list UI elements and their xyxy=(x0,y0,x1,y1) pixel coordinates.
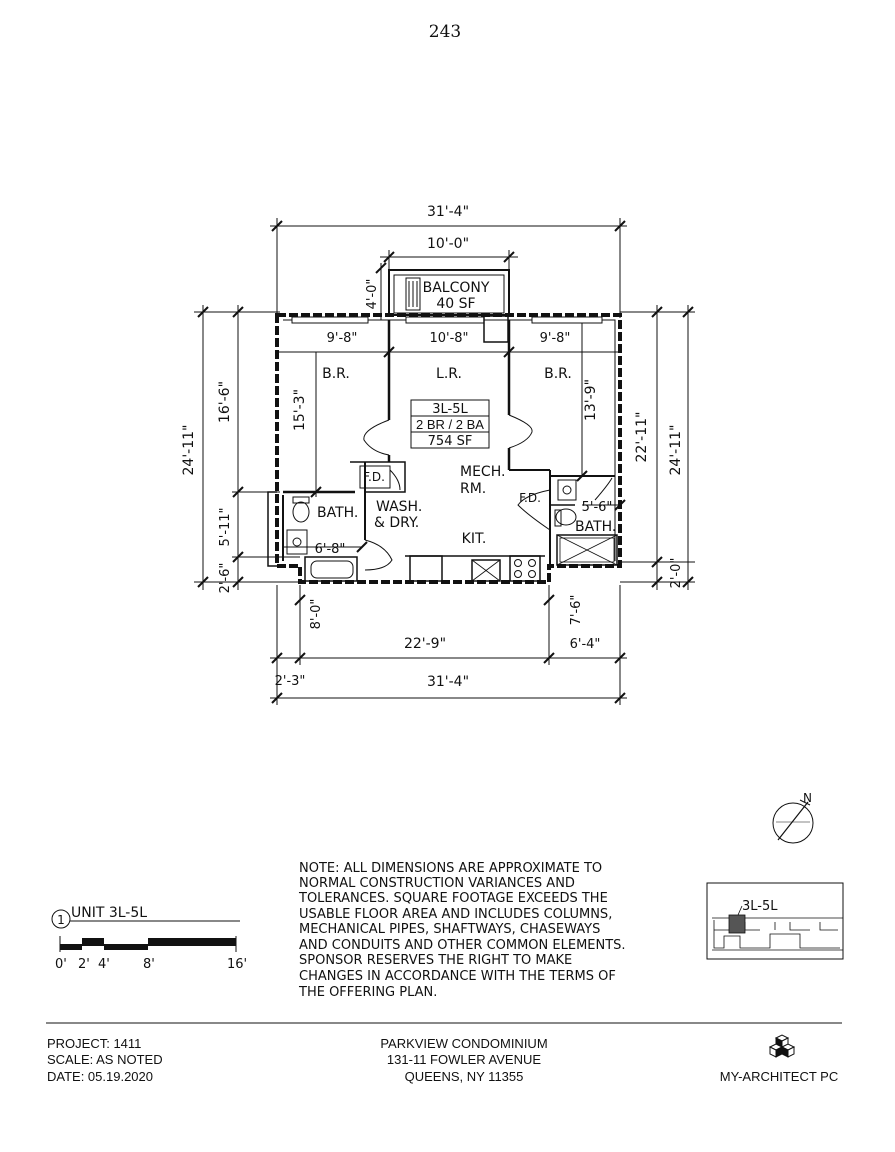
scale-bar xyxy=(60,936,236,952)
dim-right-inner-upper: 22'-11" xyxy=(634,411,650,463)
unit-type: 2 BR / 2 BA xyxy=(416,417,484,432)
note-line: AND CONDUITS AND OTHER COMMON ELEMENTS. xyxy=(299,938,626,953)
scale-label: 8' xyxy=(143,957,155,972)
dim-lr-width: 10'-8" xyxy=(429,331,469,346)
page-number: 243 xyxy=(428,22,462,42)
dim-br-left-depth: 15'-3" xyxy=(292,388,308,432)
scale-label: 2' xyxy=(78,957,90,972)
building-name: PARKVIEW CONDOMINIUM xyxy=(380,1036,548,1051)
room-living: L.R. xyxy=(436,366,462,382)
balcony-area: 40 SF xyxy=(436,296,476,312)
title-number: 1 xyxy=(57,913,65,927)
dim-br-right-width: 9'-8" xyxy=(539,331,571,346)
unit-area: 754 SF xyxy=(427,434,473,449)
scale-label: 0' xyxy=(55,957,67,972)
room-bath-right: BATH. xyxy=(575,519,617,535)
room-mech-line1: MECH. xyxy=(460,464,506,480)
dim-bottom-right: 6'-4" xyxy=(569,637,601,652)
scale-label: 4' xyxy=(98,957,110,972)
room-kitchen: KIT. xyxy=(461,531,487,547)
scale-label: 16' xyxy=(227,957,248,972)
dim-balcony-depth: 4'-0" xyxy=(365,278,380,310)
title-label: UNIT 3L-5L xyxy=(71,905,148,921)
room-wash-line1: WASH. xyxy=(376,499,423,515)
scale-labels xyxy=(55,957,247,972)
drawing-scale: SCALE: AS NOTED xyxy=(47,1052,163,1067)
key-plan-label: 3L-5L xyxy=(742,899,778,914)
north-arrow xyxy=(773,800,813,843)
room-bedroom-left: B.R. xyxy=(322,366,350,382)
note-line: MECHANICAL PIPES, SHAFTWAYS, CHASEWAYS xyxy=(299,922,601,937)
note-line: NOTE: ALL DIMENSIONS ARE APPROXIMATE TO xyxy=(299,861,603,876)
dim-right-jog: 7'-6" xyxy=(569,594,584,626)
dim-bottom-overall: 31'-4" xyxy=(426,674,470,690)
dim-left-inner-middle: 5'-11" xyxy=(218,507,233,547)
balcony-label: BALCONY xyxy=(422,280,490,296)
dim-balcony-width: 10'-0" xyxy=(426,236,470,252)
building-city: QUEENS, NY 11355 xyxy=(404,1069,524,1084)
drawing-title xyxy=(52,905,240,928)
dim-left-inner-upper: 16'-6" xyxy=(217,380,233,424)
footer xyxy=(47,1036,838,1084)
note-line: SPONSOR RESERVES THE RIGHT TO MAKE xyxy=(299,953,573,968)
note-line: NORMAL CONSTRUCTION VARIANCES AND xyxy=(299,876,575,891)
room-fd-left: F.D. xyxy=(363,470,385,484)
room-mech-line2: RM. xyxy=(460,481,487,497)
dim-br-left-width: 9'-8" xyxy=(326,331,358,346)
general-note xyxy=(298,861,626,1000)
dim-right-outer: 24'-11" xyxy=(668,424,684,476)
dim-bath-right: 5'-6" xyxy=(581,500,613,515)
architect-name: MY-ARCHITECT PC xyxy=(719,1069,839,1084)
dim-bottom-left: 2'-3" xyxy=(274,674,306,689)
dim-bottom-main: 22'-9" xyxy=(403,636,447,652)
key-plan xyxy=(707,883,843,959)
architect-logo xyxy=(770,1035,794,1057)
dim-left-inner-lower: 2'-6" xyxy=(218,562,233,594)
dim-left-outer: 24'-11" xyxy=(181,424,197,476)
room-bath-left: BATH. xyxy=(317,505,359,521)
room-bedroom-right: B.R. xyxy=(544,366,572,382)
room-wash-line2: & DRY. xyxy=(374,515,420,531)
note-line: CHANGES IN ACCORDANCE WITH THE TERMS OF xyxy=(299,969,616,984)
dim-left-jog: 8'-0" xyxy=(309,598,324,630)
note-line: USABLE FLOOR AREA AND INCLUDES COLUMNS, xyxy=(299,907,613,922)
building-street: 131-11 FOWLER AVENUE xyxy=(386,1052,542,1067)
room-fd-right: F.D. xyxy=(519,491,541,505)
dim-top-overall: 31'-4" xyxy=(426,204,470,220)
note-line: TOLERANCES. SQUARE FOOTAGE EXCEEDS THE xyxy=(299,891,608,906)
unit-info-box xyxy=(411,400,489,449)
note-line: THE OFFERING PLAN. xyxy=(299,985,438,1000)
dim-right-inner-lower: 2'-0" xyxy=(669,557,684,589)
dim-br-right-depth: 13'-9" xyxy=(583,378,599,422)
project-number: PROJECT: 1411 xyxy=(47,1036,142,1051)
dim-bath-left-width: 6'-8" xyxy=(314,542,346,557)
unit-number: 3L-5L xyxy=(432,402,468,417)
drawing-date: DATE: 05.19.2020 xyxy=(47,1069,153,1084)
north-label: N xyxy=(803,791,812,805)
